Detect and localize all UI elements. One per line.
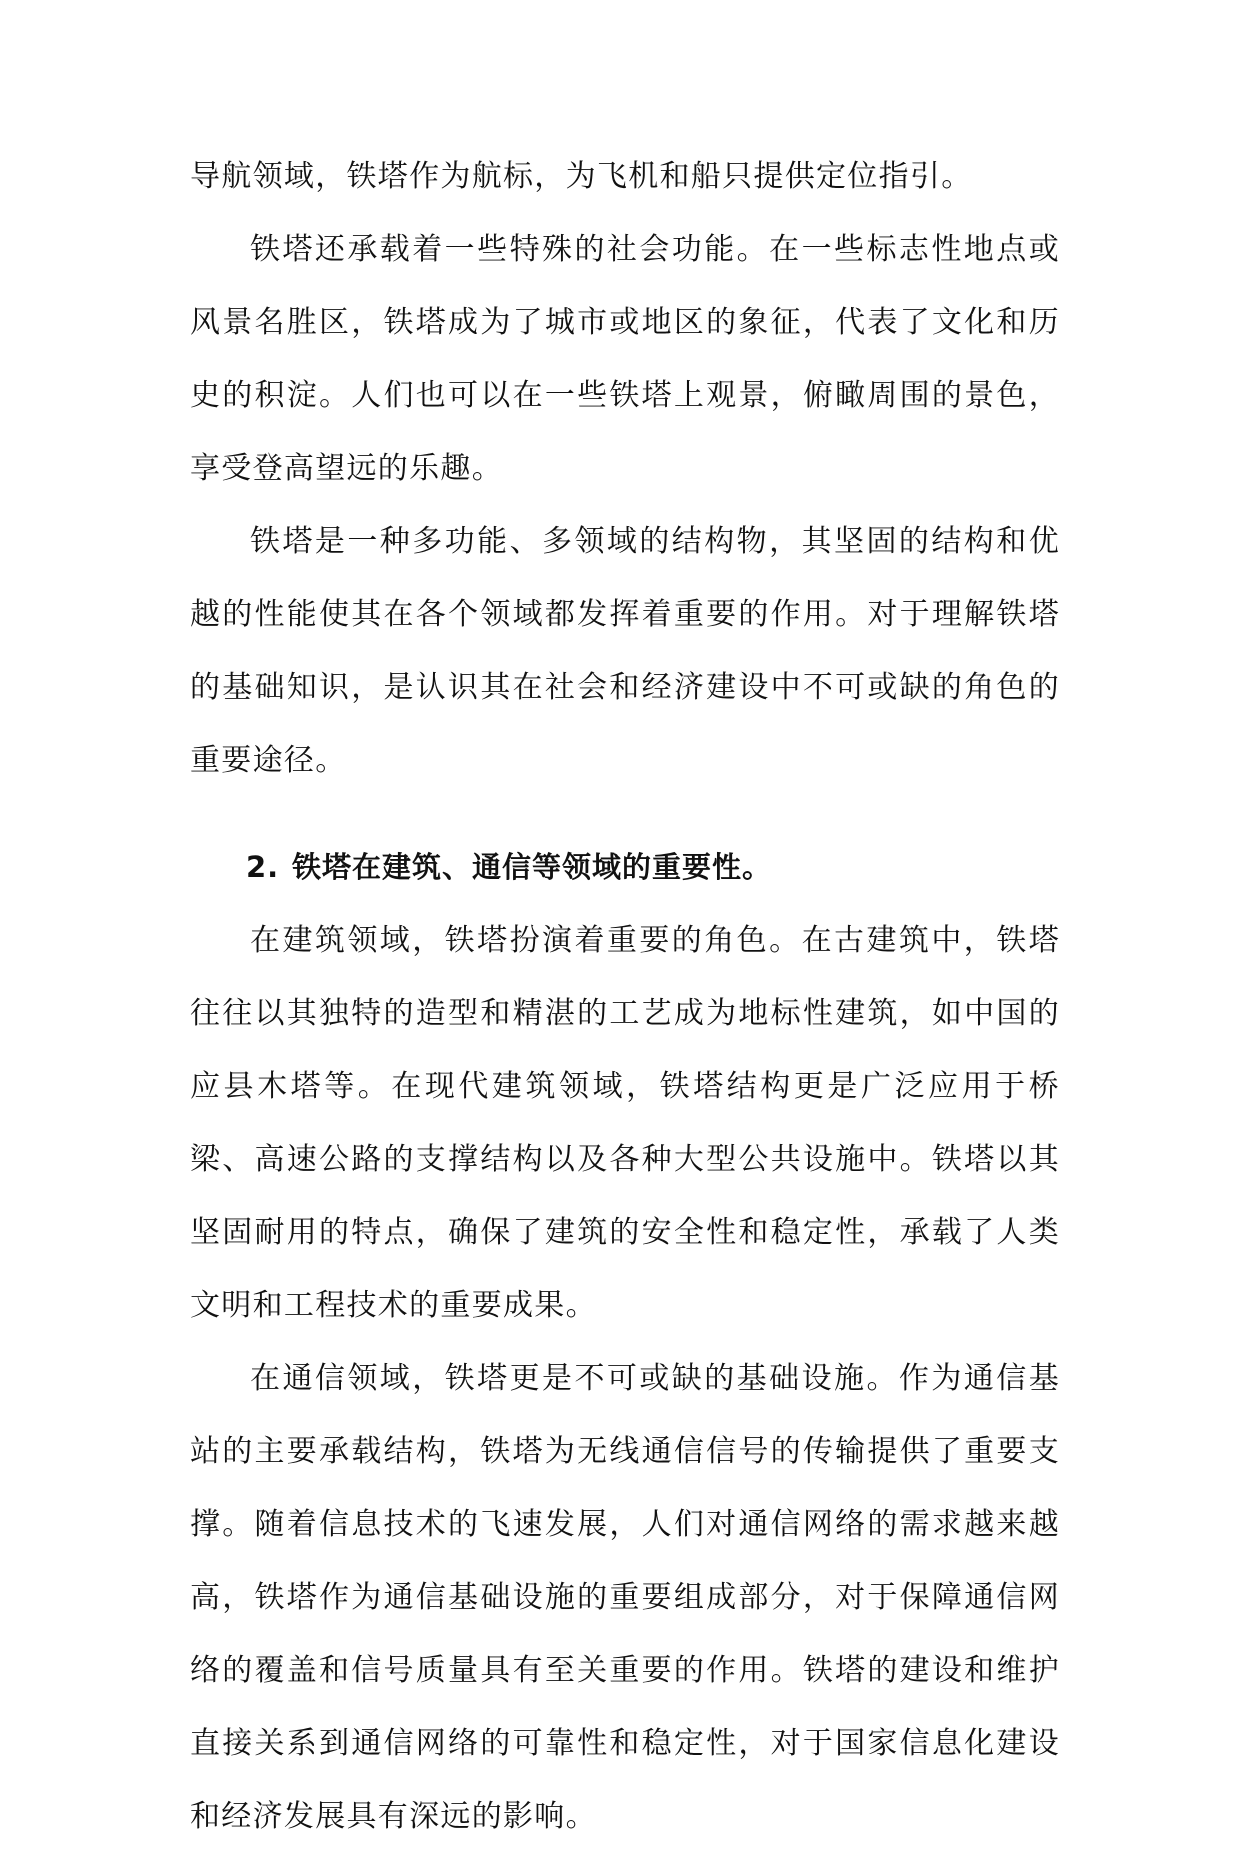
paragraph-communication: 在通信领域，铁塔更是不可或缺的基础设施。作为通信基站的主要承载结构，铁塔为无线通信信号的传输提供了重要支撑。随着信息技术的飞速发展，人们对通信网络的需求越来越高，铁塔作为通信基础设施的重要组成部分，对于保障通信网络的覆盖和信号质量具有至关重要的作用。铁塔的建设和维护直接关系到通信网络的可靠性和稳定性，对于国家信息化建设和经济发展具有深远的影响。 <box>190 1361 1060 1834</box>
paragraph-construction: 在建筑领域，铁塔扮演着重要的角色。在古建筑中，铁塔往往以其独特的造型和精湛的工艺成为地标性建筑，如中国的应县木塔等。在现代建筑领域，铁塔结构更是广泛应用于桥梁、高速公路的支撑结构以及各种大型公共设施中。铁塔以其坚固耐用的特点，确保了建筑的安全性和稳定性，承载了人类文明和工程技术的重要成果。 <box>190 923 1060 1323</box>
section-title: 铁塔在建筑、通信等领域的重要性。 <box>292 850 773 884</box>
section-heading <box>190 831 1060 904</box>
paragraph-summary: 铁塔是一种多功能、多领域的结构物，其坚固的结构和优越的性能使其在各个领域都发挥着重要的作用。对于理解铁塔的基础知识，是认识其在社会和经济建设中不可或缺的角色的重要途径。 <box>190 524 1060 778</box>
document-body <box>190 140 1060 1853</box>
paragraph-social-function: 铁塔还承载着一些特殊的社会功能。在一些标志性地点或风景名胜区，铁塔成为了城市或地区的象征，代表了文化和历史的积淀。人们也可以在一些铁塔上观景，俯瞰周围的景色，享受登高望远的乐趣。 <box>190 232 1060 486</box>
section-number: 2. <box>246 850 280 884</box>
paragraph-navigation: 导航领域，铁塔作为航标，为飞机和船只提供定位指引。 <box>190 159 973 194</box>
